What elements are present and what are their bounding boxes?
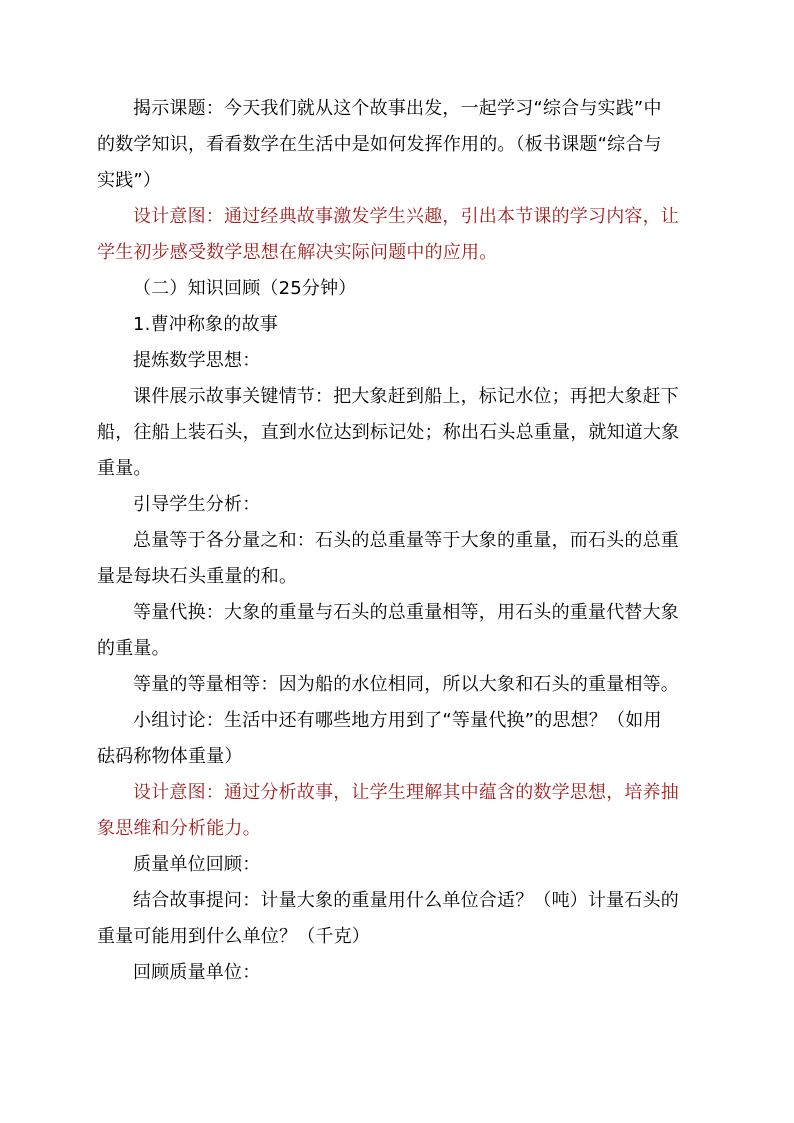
text-line: 重量。 — [97, 458, 152, 479]
subheading: 提炼数学思想： — [133, 350, 261, 371]
subheading: 质量单位回顾： — [133, 854, 261, 875]
text-line: 学生初步感受数学思想在解决实际问题中的应用。 — [97, 242, 498, 263]
text-line: 量是每块石头重量的和。 — [97, 566, 298, 587]
group-discussion-paragraph — [97, 703, 699, 775]
subheading: 引导学生分析： — [133, 494, 261, 515]
text-line: 总量等于各分量之和：石头的总重量等于大象的重量，而石头的总重 — [133, 530, 679, 551]
total-paragraph — [97, 523, 699, 595]
text-line: 重量可能用到什么单位？（千克） — [97, 926, 370, 947]
text-line: 船，往船上装石头，直到水位达到标记处；称出石头总重量，就知道大象 — [97, 422, 680, 443]
text-line: 小组讨论：生活中还有哪些地方用到了“等量代换”的思想？（如用 — [133, 710, 662, 731]
equality-paragraph: 等量的等量相等：因为船的水位相同，所以大象和石头的重量相等。 — [133, 674, 679, 695]
section-heading: （二）知识回顾（25分钟） — [133, 278, 357, 299]
subheading: 回顾质量单位： — [133, 962, 261, 983]
intro-paragraph — [97, 91, 699, 199]
text-line: 揭示课题：今天我们就从这个故事出发，一起学习“综合与实践”中 — [133, 98, 662, 119]
text-line: 设计意图：通过分析故事，让学生理解其中蕴含的数学思想，培养抽 — [133, 782, 679, 803]
design-intent-paragraph — [97, 775, 699, 847]
courseware-paragraph — [97, 379, 699, 487]
text-line: 的数学知识，看看数学在生活中是如何发挥作用的。（板书课题“综合与 — [97, 134, 662, 155]
text-line: 的重量。 — [97, 638, 170, 659]
question-paragraph — [97, 883, 699, 955]
text-line: 课件展示故事关键情节：把大象赶到船上，标记水位；再把大象赶下 — [133, 386, 679, 407]
text-line: 设计意图：通过经典故事激发学生兴趣，引出本节课的学习内容，让 — [133, 206, 679, 227]
text-line: 象思维和分析能力。 — [97, 818, 261, 839]
text-line: 结合故事提问：计量大象的重量用什么单位合适？（吨）计量石头的 — [133, 890, 679, 911]
text-line: 等量代换：大象的重量与石头的总重量相等，用石头的重量代替大象 — [133, 602, 679, 623]
design-intent-paragraph — [97, 199, 699, 271]
equivalence-paragraph — [97, 595, 699, 667]
text-line: 砝码称物体重量） — [97, 746, 243, 767]
text-line: 实践”） — [97, 170, 162, 191]
item-heading: 1.曹冲称象的故事 — [133, 314, 278, 335]
document-body — [97, 91, 699, 991]
